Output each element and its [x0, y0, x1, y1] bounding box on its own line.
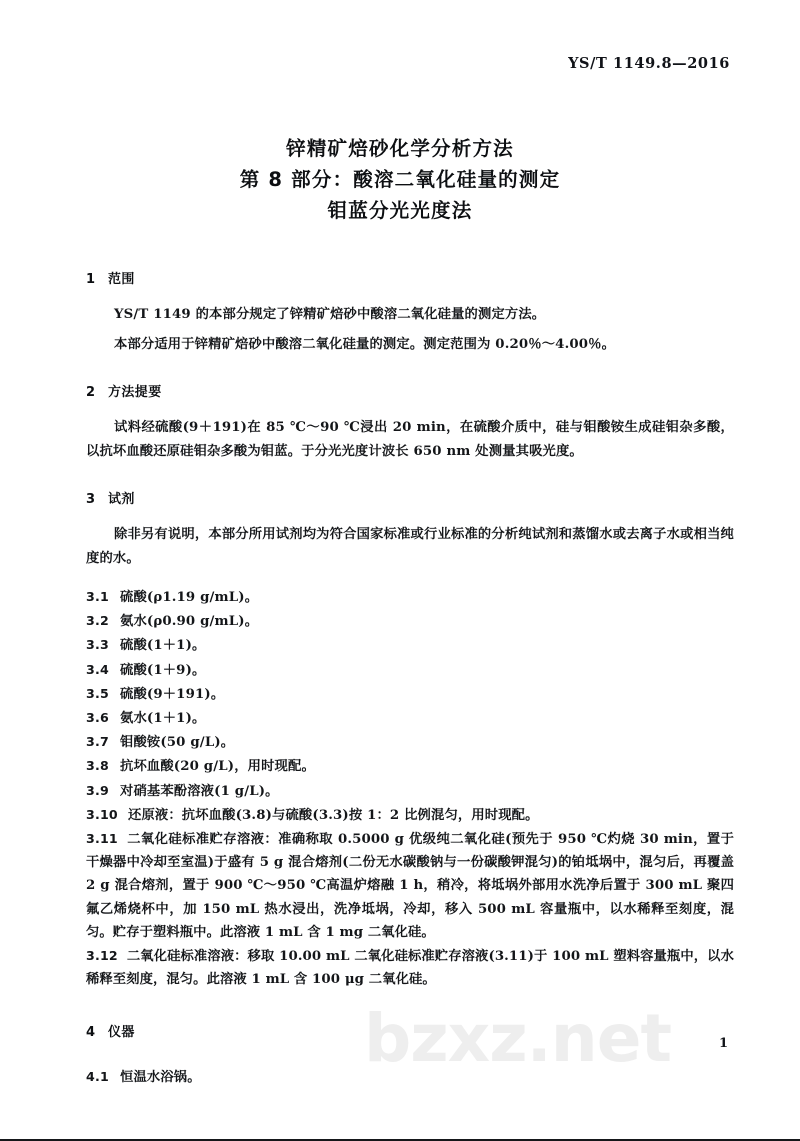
section-number-1: 1	[86, 272, 96, 287]
section-title-2: 方法提要	[108, 385, 162, 400]
reagent-text: 氨水(ρ0.90 g/mL)。	[120, 614, 259, 630]
title-line-2: 第 8 部分：酸溶二氧化硅量的测定	[239, 168, 561, 191]
section-number-3: 3	[86, 492, 96, 507]
reagent-text: 硫酸(1＋9)。	[120, 662, 206, 678]
list-item	[86, 803, 734, 827]
reagent-text: 抗坏血酸(20 g/L)，用时现配。	[120, 759, 315, 775]
section-title-3: 试剂	[108, 492, 135, 507]
list-item	[86, 827, 734, 944]
reagent-number: 3.1	[86, 589, 109, 604]
title-line-1: 锌精矿焙砂化学分析方法	[286, 137, 514, 160]
reagent-text: 二氧化硅标准溶液：移取 10.00 mL 二氧化硅标准贮存溶液(3.11)于 100 mL 塑料容量瓶中，以水稀释至刻度，混匀。此溶液 1 mL 含 100 μg 二氧化硅。	[86, 949, 734, 988]
reagent-number: 3.10	[86, 806, 118, 822]
section-heading-2	[86, 381, 734, 400]
section-number-4: 4	[86, 1025, 96, 1041]
reagent-number: 3.12	[86, 948, 118, 964]
section-3-paragraph-1: 除非另有说明，本部分所用试剂均为符合国家标准或行业标准的分析纯试剂和蒸馏水或去离子水或相当纯度的水。	[86, 527, 734, 566]
section-number-2: 2	[86, 385, 96, 400]
reagent-number: 3.3	[86, 637, 109, 653]
reagent-number: 3.4	[86, 661, 109, 677]
list-item	[86, 682, 734, 706]
list-item	[86, 779, 734, 803]
reagent-number: 3.11	[86, 831, 118, 847]
list-item	[86, 633, 734, 657]
list-item	[86, 944, 734, 991]
reagent-text: 氨水(1＋1)。	[120, 711, 206, 727]
section-title-4: 仪器	[108, 1025, 135, 1041]
section-heading-1	[86, 268, 734, 287]
reagent-text: 二氧化硅标准贮存溶液：准确称取 0.5000 g 优级纯二氧化硅(预先于 950 ℃灼烧 30 min，置于干燥器中冷却至室温)于盛有 5 g 混合熔剂(二份无水碳酸钠与一份碳酸钾混匀)的铂坻埚中，混匀后，再覆盖 2 g 混合熔剂，置于 900 ℃～950 ℃高温炉熔融 1 h，稍冷，将坻埚外部用水洗净后置于 300 mL 聚四氟乙烯烧杯中，加 150 mL 热水浸出，洗净坻埚，冷却，移入 500 mL 容量瓶中，以水稀释至刻度，混匀。贮存于塑料瓶中。此溶液 1 mL 含 1 mg 二氧化硅。	[86, 832, 734, 940]
reagent-text: 还原液：抗坏血酸(3.8)与硫酸(3.3)按 1：2 比例混匀，用时现配。	[128, 807, 539, 823]
section-1-paragraph-2: 本部分适用于锌精矿焙砂中酸溶二氧化硅量的测定。测定范围为 0.20％～4.00％。	[114, 336, 616, 352]
list-item	[86, 754, 734, 778]
reagent-number: 3.9	[86, 782, 109, 798]
section-title-1: 范围	[108, 272, 135, 287]
reagent-number: 3.6	[86, 710, 109, 726]
reagent-text: 硫酸(9＋191)。	[120, 686, 225, 702]
title-line-3: 钼蓝分光光度法	[327, 199, 473, 222]
reagent-number: 3.5	[86, 685, 109, 701]
section-heading-4	[86, 1021, 734, 1040]
document-title	[0, 133, 800, 226]
instrument-text: 恒温水浴锅。	[120, 1070, 201, 1086]
reagent-number: 3.7	[86, 734, 109, 750]
reagent-text: 硫酸(ρ1.19 g/mL)。	[120, 590, 259, 605]
list-item	[86, 730, 734, 754]
section-1-paragraph-1: YS/T 1149 的本部分规定了锌精矿焙砂中酸溶二氧化硅量的测定方法。	[114, 307, 546, 322]
document-body	[86, 268, 734, 1090]
reagent-text: 钼酸铵(50 g/L)。	[120, 735, 235, 751]
page-number: 1	[718, 1036, 728, 1051]
list-item	[86, 706, 734, 730]
reagent-text: 硫酸(1＋1)。	[120, 638, 206, 654]
section-heading-3	[86, 488, 734, 507]
reagent-number: 3.2	[86, 613, 109, 629]
reagent-text: 对硝基苯酚溶液(1 g/L)。	[120, 783, 279, 799]
section-2-paragraph-1: 试料经硫酸(9＋191)在 85 ℃～90 ℃浸出 20 min，在硫酸介质中，硅与钼酸铵生成硅钼杂多酸，以抗坏血酸还原硅钼杂多酸为钼蓝。于分光光度计波长 650 nm 处测量其吸光度。	[86, 420, 734, 459]
list-item	[86, 1065, 734, 1089]
list-item	[86, 658, 734, 682]
reagent-number: 3.8	[86, 758, 109, 774]
list-item	[86, 609, 734, 633]
watermark: bzxz.net	[364, 1000, 672, 1077]
running-header-standard-code: YS/T 1149.8—2016	[568, 55, 730, 72]
instrument-number: 4.1	[86, 1069, 109, 1085]
list-item	[86, 585, 734, 609]
